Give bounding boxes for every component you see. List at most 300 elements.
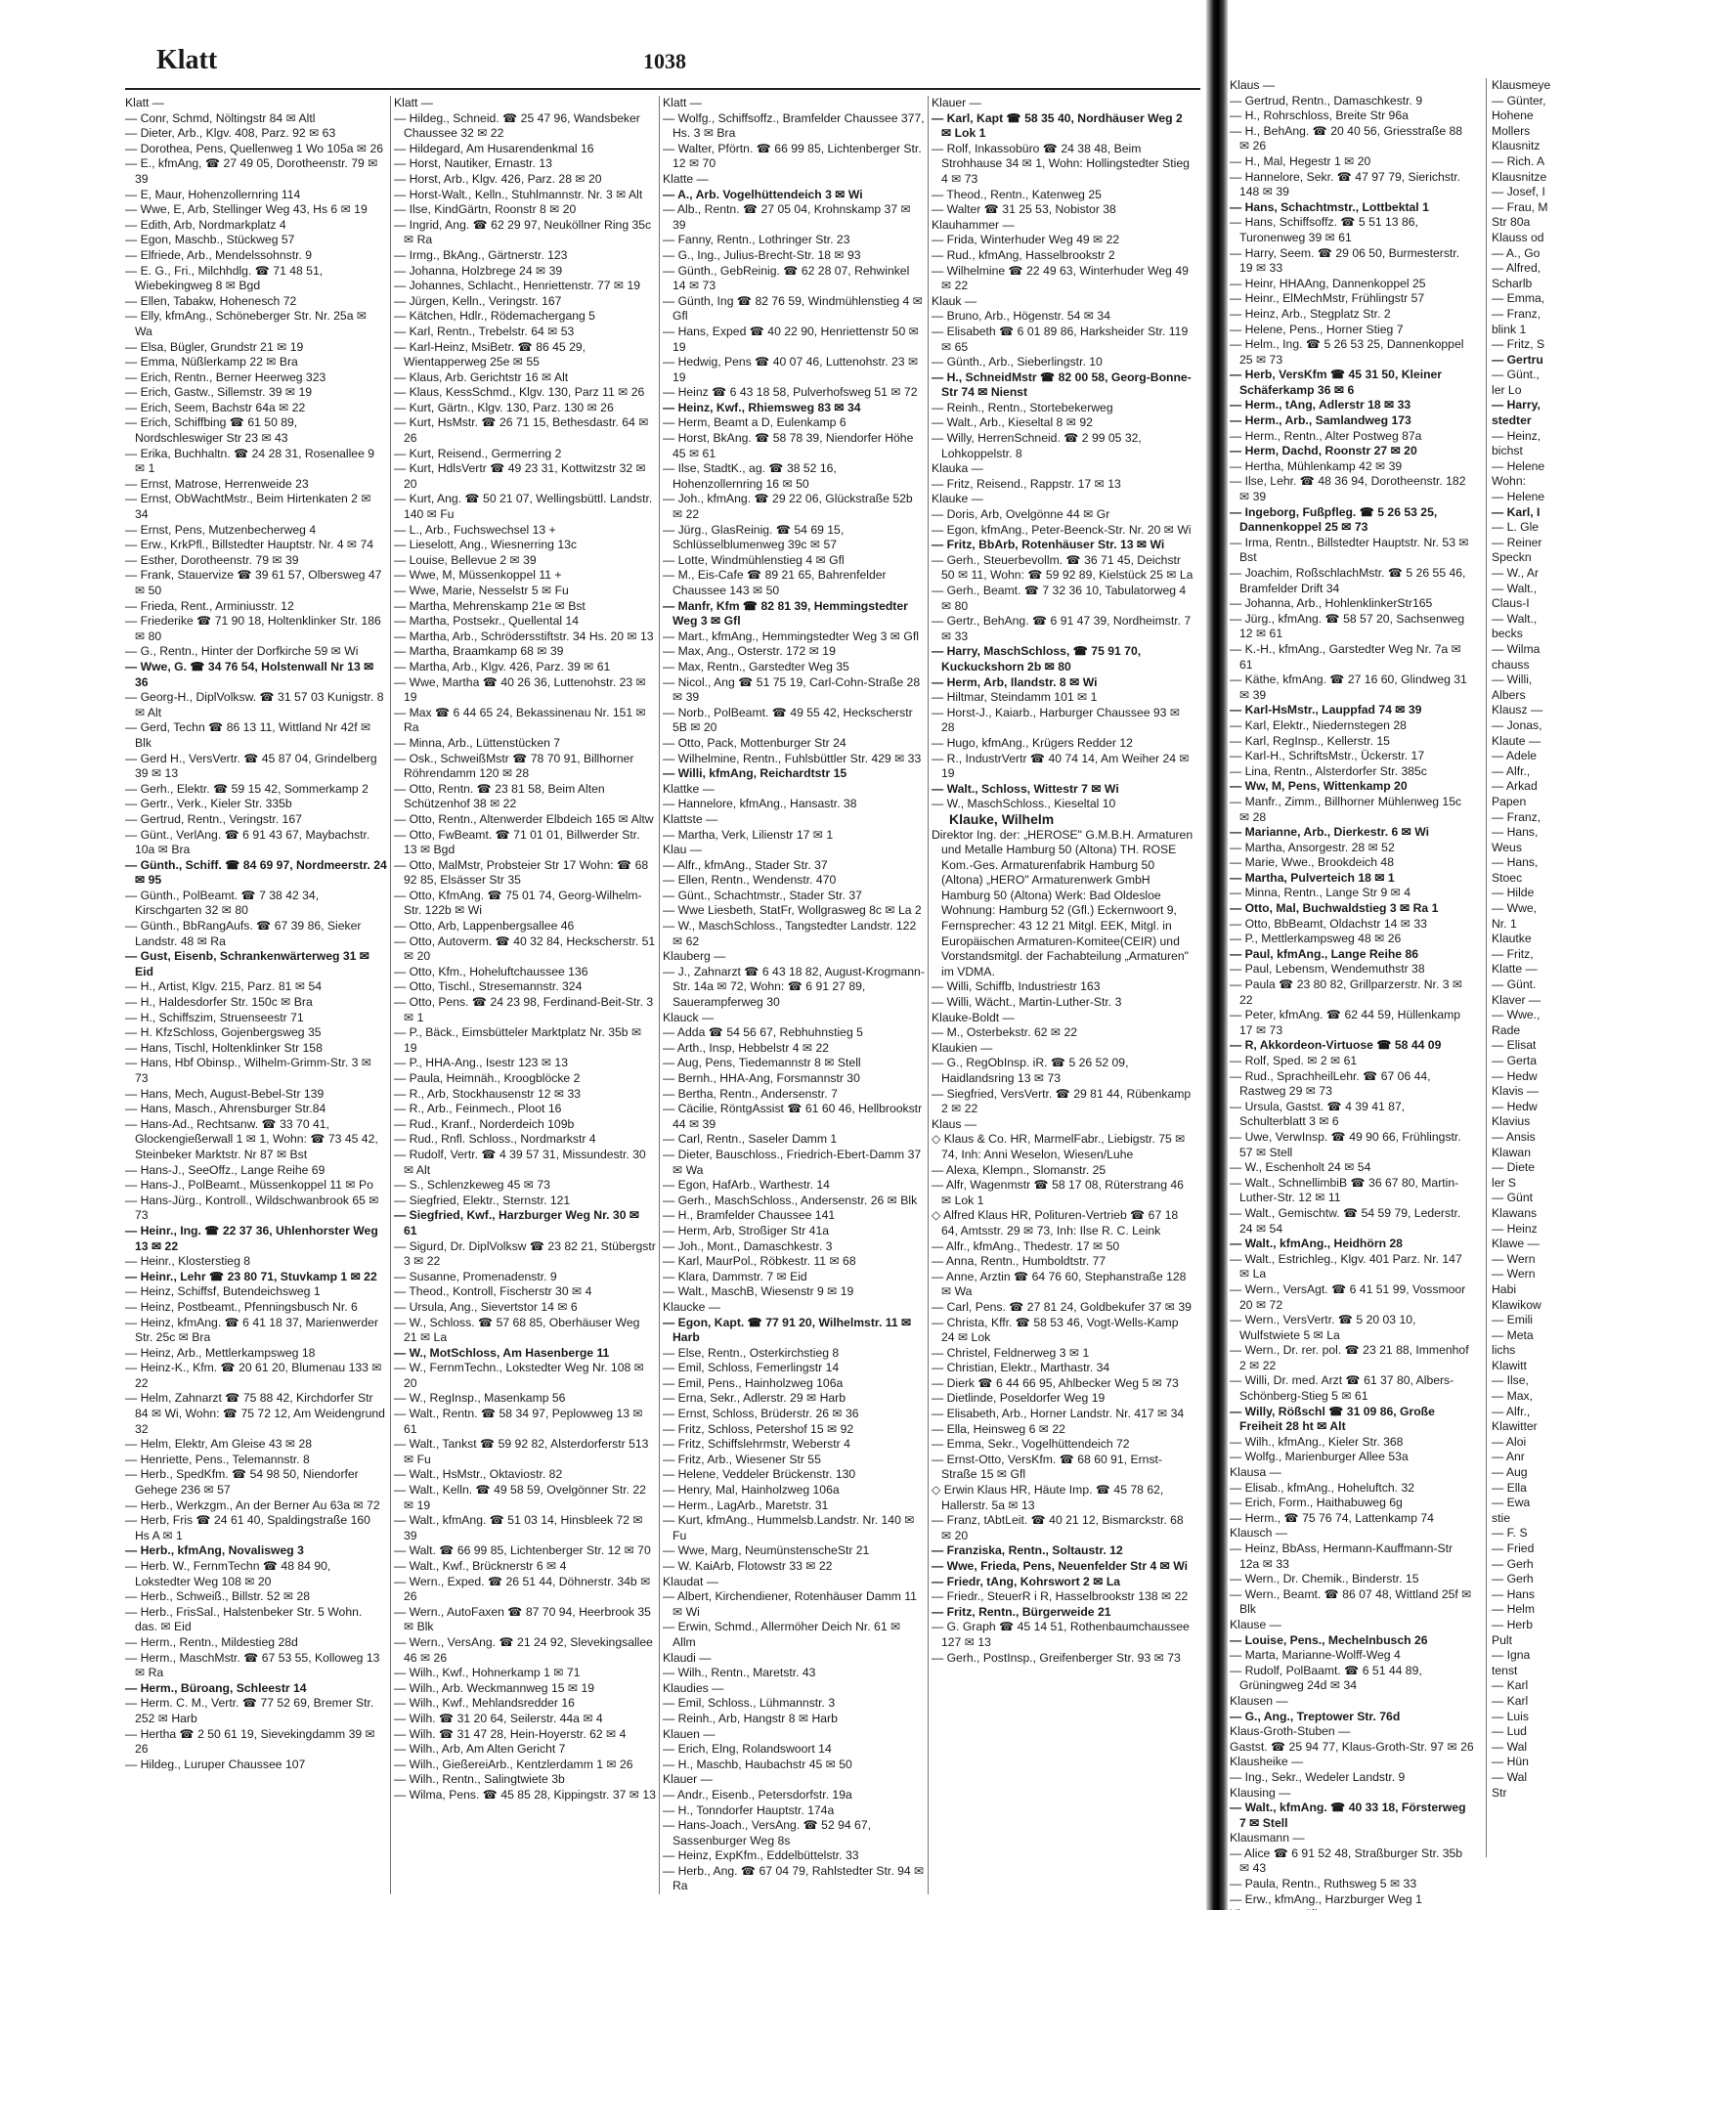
- directory-entry: — Max,: [1492, 1389, 1533, 1404]
- directory-entry: — Heinr, HHAAng, Dannenkoppel 25: [1230, 276, 1426, 290]
- directory-entry: — Ernst, Pens, Mutzenbecherweg 4: [125, 522, 317, 537]
- directory-entry: — Alfr.,: [1492, 1404, 1531, 1418]
- directory-entry: — Herb., Schweiß., Billstr. 52 ✉ 28: [125, 1589, 311, 1604]
- directory-entry: — Walt., Arb., Kieseltal 8 ✉ 92: [932, 415, 1093, 430]
- directory-entry: — Erich, Form., Haithabuweg 6g: [1230, 1496, 1403, 1510]
- directory-entry: — Erich, Rentn., Berner Heerweg 323: [125, 369, 326, 384]
- directory-entry: — Karl, Kapt ☎ 58 35 40, Nordhäuser Weg 2 ✉ Lok 1: [932, 110, 1183, 141]
- directory-entry: — Paula ☎ 23 80 82, Grillparzerstr. Nr. 3 ✉ 22: [1230, 977, 1463, 1007]
- directory-entry: — Helm, Elektr, Am Gleise 43 ✉ 28: [125, 1437, 313, 1452]
- directory-entry: — Otto, FwBeamt. ☎ 71 01 01, Billwerder Str. 13 ✉ Bgd: [394, 827, 640, 857]
- directory-entry: — Reinh., Arb, Hangstr 8 ✉ Harb: [663, 1711, 838, 1725]
- directory-entry: — Adele: [1492, 749, 1538, 763]
- directory-entry: — Dieter, Arb., Klgv. 408, Parz. 92 ✉ 63: [125, 126, 336, 141]
- directory-entry: becks: [1492, 627, 1523, 641]
- directory-entry: — W., Schloss. ☎ 57 68 85, Oberhäuser Weg 21 ✉ La: [394, 1315, 640, 1345]
- directory-entry: — Hans-Ad., Rechtsanw. ☎ 33 70 41, Glockengießerwall 1 ✉ 1, Wohn: ☎ 73 45 42, Steinbeker Marktstr. Nr 87 ✉ Bst: [125, 1116, 378, 1161]
- directory-entry: Klausheike —: [1230, 1755, 1304, 1769]
- directory-entry: Klaudi —: [663, 1650, 712, 1665]
- directory-entry: — Hans-J., SeeOffz., Lange Reihe 69: [125, 1162, 326, 1177]
- directory-entry: — Wilhelmine ☎ 22 49 63, Winterhuder Weg 49 ✉ 22: [932, 263, 1189, 293]
- directory-entry: — Elly, kfmAng., Schöneberger Str. Nr. 25a ✉ Wa: [125, 309, 368, 338]
- directory-entry: — Heinz, BbAss, Hermann-Kauffmann-Str 12a ✉ 33: [1230, 1542, 1454, 1571]
- directory-entry: — Louise, Bellevue 2 ✉ 39: [394, 552, 537, 567]
- directory-entry: — Harry, Seem. ☎ 29 06 50, Burmesterstr. 19 ✉ 33: [1230, 245, 1460, 276]
- directory-entry: — Karl-HsMstr., Lauppfad 74 ✉ 39: [1230, 703, 1422, 717]
- directory-entry: Klawitter: [1492, 1419, 1538, 1434]
- directory-entry: — Bernh., HHA-Ang, Forsmannstr 30: [663, 1071, 860, 1085]
- directory-entry: — Louise, Pens., Mechelnbusch 26: [1230, 1632, 1428, 1647]
- directory-entry: — Ursula, Gastst. ☎ 4 39 41 87, Schulterblatt 3 ✉ 6: [1230, 1099, 1406, 1129]
- directory-entry: — Aug, Pens, Tiedemannstr 8 ✉ Stell: [663, 1056, 861, 1070]
- header-rule: [125, 88, 1200, 90]
- directory-column-3: [663, 96, 925, 1894]
- directory-entry: — Willy, HerrenSchneid. ☎ 2 99 05 32, Lohkoppelstr. 8: [932, 431, 1142, 460]
- directory-entry: — Else, Rentn., Osterkirchstieg 8: [663, 1345, 840, 1360]
- directory-entry: — R., Arb, Stockhausenstr 12 ✉ 33: [394, 1086, 582, 1101]
- book-gutter: [1206, 0, 1228, 1910]
- directory-entry: — A., Go: [1492, 245, 1541, 260]
- directory-entry: — Fanny, Rentn., Lothringer Str. 23: [663, 233, 850, 247]
- directory-entry: — Ernst, Schloss, Brüderstr. 26 ✉ 36: [663, 1407, 859, 1421]
- directory-entry: — Otto, Pack, Mottenburger Str 24: [663, 735, 846, 750]
- directory-entry: — W., MaschSchloss., Kieseltal 10: [932, 797, 1116, 811]
- directory-entry: — Walter ☎ 31 25 53, Nobistor 38: [932, 202, 1116, 217]
- directory-entry: — Johannes, Schlacht., Henriettenstr. 77 ✉ 19: [394, 279, 641, 293]
- directory-entry: — Wilh., kfmAng., Kieler Str. 368: [1230, 1434, 1404, 1449]
- directory-entry: — Kurt, kfmAng., Hummelsb.Landstr. Nr. 140 ✉ Fu: [663, 1513, 915, 1542]
- directory-entry: — Kurt, HsMstr. ☎ 26 71 15, Bethesdastr. 64 ✉ 26: [394, 415, 649, 446]
- directory-entry: — M., Osterbekstr. 62 ✉ 22: [932, 1025, 1078, 1040]
- directory-entry: — Günth., Schiff. ☎ 84 69 97, Nordmeerstr. 24 ✉ 95: [125, 857, 387, 888]
- directory-entry: Str: [1492, 1785, 1507, 1800]
- directory-entry: — Henriette, Pens., Telemannstr. 8: [125, 1452, 310, 1466]
- directory-entry: — G., Rentn., Hinter der Dorfkirche 59 ✉ Wi: [125, 644, 359, 659]
- directory-entry: — Arkad: [1492, 779, 1538, 794]
- directory-entry: — Sigurd, Dr. DiplVolksw ☎ 23 82 21, Stübergstr 3 ✉ 22: [394, 1238, 656, 1269]
- directory-entry: — Reiner: [1492, 535, 1542, 549]
- directory-entry: — Wern., VersAng. ☎ 21 24 92, Slevekingsallee 46 ✉ 26: [394, 1634, 653, 1665]
- directory-entry: — Herm. C. M., Vertr. ☎ 77 52 69, Bremer Str. 252 ✉ Harb: [125, 1696, 374, 1725]
- directory-entry: — Meta: [1492, 1327, 1534, 1342]
- directory-entry: — Hans-Joach., VersAng. ☎ 52 94 67, Sassenburger Weg 8s: [663, 1818, 872, 1847]
- directory-entry: — Walt. ☎ 66 99 85, Lichtenberger Str. 12 ✉ 70: [394, 1543, 651, 1558]
- directory-entry: stedter: [1492, 413, 1532, 428]
- directory-entry: — Aug: [1492, 1465, 1528, 1480]
- directory-entry: — Hildegard, Am Husarendenkmal 16: [394, 141, 594, 155]
- directory-entry: Rade: [1492, 1022, 1521, 1037]
- directory-entry: Klausnitze: [1492, 169, 1547, 184]
- column-divider: [659, 96, 660, 1894]
- directory-entry: — Rich. A: [1492, 153, 1545, 168]
- directory-entry: — Elisabeth, Arb., Horner Landstr. Nr. 417 ✉ 34: [932, 1407, 1185, 1421]
- directory-entry: — Friederike ☎ 71 90 18, Holtenklinker Str. 186 ✉ 80: [125, 614, 381, 643]
- directory-entry: Pult: [1492, 1632, 1513, 1647]
- directory-entry: — Otto, Rentn., Altenwerder Elbdeich 165 ✉ Altw: [394, 811, 654, 826]
- directory-entry: — Helm, Zahnarzt ☎ 75 88 42, Kirchdorfer Str 84 ✉ Wi, Wohn: ☎ 75 72 12, Am Weidengrund 32: [125, 1391, 385, 1436]
- directory-entry: — Herb: [1492, 1617, 1533, 1631]
- directory-entry: — Wwe.,: [1492, 1008, 1541, 1022]
- directory-entry: — G., Ang., Treptower Str. 76d: [1230, 1709, 1401, 1723]
- directory-entry: — Klara, Dammstr. 7 ✉ Eid: [663, 1269, 807, 1283]
- directory-entry: — Alfr., kfmAng., Thedestr. 17 ✉ 50: [932, 1238, 1120, 1253]
- directory-entry: — Lotte, Windmühlenstieg 4 ✉ Gfl: [663, 552, 845, 567]
- directory-entry: — Wern: [1492, 1267, 1536, 1281]
- directory-entry: — Wal: [1492, 1769, 1528, 1784]
- directory-entry: Klause —: [1230, 1617, 1281, 1631]
- directory-entry: — Walt.,: [1492, 581, 1538, 595]
- directory-column-4: [932, 96, 1194, 1666]
- directory-entry: — Martha, Verk, Lilienstr 17 ✉ 1: [663, 827, 834, 842]
- column-divider: [928, 96, 929, 1894]
- directory-entry: — H., Tonndorfer Hauptstr. 174a: [663, 1802, 835, 1817]
- directory-entry: Klauer —: [932, 96, 981, 109]
- directory-entry: — J., Zahnarzt ☎ 6 43 18 82, August-Krogmann-Str. 14a ✉ 72, Wohn: ☎ 6 91 27 89, Sauerampferweg 30: [663, 964, 925, 1010]
- directory-entry: Wohn:: [1492, 474, 1527, 489]
- directory-entry: — Ilse, StadtK., ag. ☎ 38 52 16, Hohenzollernring 16 ✉ 50: [663, 461, 837, 491]
- directory-entry: — Gerh., MaschSchloss., Andersenstr. 26 ✉ Blk: [663, 1193, 918, 1207]
- directory-entry: — Ella: [1492, 1480, 1527, 1495]
- directory-entry: — Herb. W., FernmTechn ☎ 48 84 90, Lokstedter Weg 108 ✉ 20: [125, 1559, 331, 1588]
- directory-entry: — Erw., KrkPfl., Billstedter Hauptstr. Nr. 4 ✉ 74: [125, 538, 374, 552]
- directory-entry: Klauberg —: [663, 949, 726, 964]
- directory-entry: — Günt.: [1492, 977, 1537, 992]
- directory-entry: — Günt.,: [1492, 368, 1540, 382]
- directory-entry: bichst: [1492, 444, 1523, 458]
- directory-entry: — Otto, MalMstr, Probsteier Str 17 Wohn: ☎ 68 92 85, Elsässer Str 35: [394, 857, 649, 888]
- directory-entry: — Fritz, Schiffslehrmstr, Weberstr 4: [663, 1437, 850, 1452]
- directory-entry: — Otto, Autoverm. ☎ 40 32 84, Heckscherstr. 51 ✉ 20: [394, 934, 656, 964]
- directory-entry: — Otto, Kfm., Hoheluftchaussee 136: [394, 964, 588, 978]
- directory-entry: — Günth., BbRangAufs. ☎ 67 39 86, Sieker Landstr. 48 ✉ Ra: [125, 919, 362, 948]
- directory-entry: — Uwe, VerwInsp. ☎ 49 90 66, Frühlingstr. 57 ✉ Stell: [1230, 1129, 1461, 1159]
- directory-entry: Klaute —: [1492, 733, 1541, 748]
- directory-entry: — Gust, Eisenb, Schrankenwärterweg 31 ✉ Eid: [125, 949, 369, 978]
- directory-entry: — Johanna, Holzbrege 24 ✉ 39: [394, 263, 563, 278]
- directory-entry: — Wilh. ☎ 31 20 64, Seilerstr. 44a ✉ 4: [394, 1711, 603, 1725]
- directory-entry: — Wolfg., Marienburger Allee 53a: [1230, 1450, 1409, 1464]
- directory-entry: — Elisabeth ☎ 6 01 89 86, Harksheider Str. 119 ✉ 65: [932, 324, 1189, 354]
- directory-entry: — Emili: [1492, 1313, 1533, 1327]
- directory-entry: — Diete: [1492, 1160, 1536, 1175]
- directory-entry: — Herm., ☎ 75 76 74, Lattenkamp 74: [1230, 1510, 1434, 1525]
- directory-entry: — Paula, Rentn., Ruthsweg 5 ✉ 33: [1230, 1877, 1417, 1891]
- directory-entry: — Heinz ☎ 6 43 18 58, Pulverhofsweg 51 ✉ 72: [663, 385, 918, 400]
- directory-entry: Klauk —: [932, 293, 977, 308]
- directory-entry: — Hiltmar, Steindamm 101 ✉ 1: [932, 690, 1098, 705]
- directory-entry: — Emil, Schloss, Femerlingstr 14: [663, 1361, 840, 1375]
- directory-entry: — Heinz: [1492, 1221, 1538, 1236]
- directory-entry: ◇ Erwin Klaus HR, Häute Imp. ☎ 45 78 62, Hallerstr. 5a ✉ 13: [932, 1483, 1164, 1512]
- directory-entry: Klawitt: [1492, 1358, 1527, 1372]
- directory-entry: — Anne, Arztin ☎ 64 76 60, Stephanstraße 128 ✉ Wa: [932, 1269, 1187, 1299]
- directory-entry: — Doris, Arb, Ovelgönne 44 ✉ Gr: [932, 507, 1110, 522]
- column-divider: [1486, 78, 1487, 1857]
- directory-entry: — Otto, Pens. ☎ 24 23 98, Ferdinand-Beit-Str. 3 ✉ 1: [394, 995, 654, 1024]
- directory-entry: — Arth., Insp, Hebbelstr 4 ✉ 22: [663, 1040, 830, 1055]
- directory-entry: Klauke —: [932, 492, 983, 506]
- directory-entry: — Otto, BbBeamt, Oldachstr 14 ✉ 33: [1230, 916, 1427, 931]
- directory-entry: Klawe —: [1492, 1237, 1540, 1251]
- directory-entry: — E. G., Fri., Milchhdlg. ☎ 71 48 51, Wiebekingweg 8 ✉ Bgd: [125, 263, 324, 293]
- directory-entry: — Wilh., Rentn., Maretstr. 43: [663, 1666, 816, 1680]
- directory-entry: — Walt., HsMstr., Oktaviostr. 82: [394, 1467, 563, 1482]
- directory-column-1: [125, 96, 387, 1772]
- column-divider: [390, 96, 391, 1894]
- directory-entry: — Max, Rentn., Garstedter Weg 35: [663, 659, 849, 673]
- directory-entry: — Alice ☎ 6 91 52 48, Straßburger Str. 35b ✉ 43: [1230, 1846, 1463, 1876]
- directory-entry: Habi: [1492, 1281, 1517, 1296]
- directory-entry: — Willi, kfmAng, Reichardtstr 15: [663, 766, 847, 781]
- directory-entry: Klaus-Groth-Stuben —: [1230, 1724, 1351, 1739]
- running-head-name: Klatt: [156, 45, 218, 75]
- directory-entry: — Wwe, Marie, Nesselstr 5 ✉ Fu: [394, 584, 569, 597]
- directory-entry: — Heinr., ElMechMstr, Frühlingstr 57: [1230, 291, 1425, 306]
- directory-entry: — W. KaiArb, Flotowstr 33 ✉ 22: [663, 1559, 833, 1573]
- directory-entry: — Wilh., Arb. Weckmannweg 15 ✉ 19: [394, 1680, 595, 1695]
- directory-entry: — R., Arb., Feinmech., Ploot 16: [394, 1102, 562, 1116]
- directory-entry: — Igna: [1492, 1648, 1531, 1663]
- directory-entry: — Martha, Mehrenskamp 21e ✉ Bst: [394, 598, 586, 613]
- directory-entry: Klaudies —: [663, 1680, 724, 1695]
- directory-entry: — Hedw: [1492, 1068, 1538, 1083]
- directory-entry: — Aloi: [1492, 1434, 1527, 1449]
- directory-entry: Klausen —: [1230, 1693, 1288, 1708]
- directory-entry: — Alfr., kfmAng., Stader Str. 37: [663, 857, 828, 872]
- directory-entry: — Frank, Stauervize ☎ 39 61 57, Olbersweg 47 ✉ 50: [125, 568, 382, 597]
- directory-entry: Klaus —: [932, 1116, 977, 1131]
- directory-entry: — Helene, Veddeler Brückenstr. 130: [663, 1467, 856, 1482]
- directory-entry: — Günt: [1492, 1191, 1533, 1205]
- directory-entry: Klausz —: [1492, 703, 1543, 717]
- directory-entry: Klaver —: [1492, 992, 1541, 1007]
- directory-entry: — Herm, Beamt a D, Eulenkamp 6: [663, 415, 846, 430]
- directory-entry: — Otto, Rentn. ☎ 23 81 58, Beim Alten Schützenhof 38 ✉ 22: [394, 781, 605, 811]
- directory-entry: — Karl-Heinz, MsiBetr. ☎ 86 45 29, Wientapperweg 25e ✉ 55: [394, 339, 586, 369]
- directory-entry: — Friedr, tAng, Kohrswort 2 ✉ La: [932, 1574, 1121, 1588]
- directory-entry: — Wwe, Martha ☎ 40 26 36, Luttenohstr. 23 ✉ 19: [394, 674, 646, 705]
- directory-entry: — Martha, Pulverteich 18 ✉ 1: [1230, 870, 1395, 885]
- directory-entry: — Minna, Rentn., Lange Str 9 ✉ 4: [1230, 886, 1410, 900]
- directory-entry: — Jonas,: [1492, 717, 1542, 732]
- directory-entry: — Günth, Ing ☎ 82 76 59, Windmühlenstieg 4 ✉ Gfl: [663, 293, 923, 324]
- directory-entry: — Hans, Tischl, Holtenklinker Str 158: [125, 1040, 323, 1055]
- directory-entry: Klauen —: [663, 1726, 716, 1741]
- directory-entry: — Heinz, Schiffsf, Butendeichsweg 1: [125, 1284, 321, 1299]
- directory-entry: — Ingrid, Ang. ☎ 62 29 97, Neuköllner Ring 35c ✉ Ra: [394, 217, 652, 247]
- directory-entry: — Walter, Pförtn. ☎ 66 99 85, Lichtenberger Str. 12 ✉ 70: [663, 141, 922, 171]
- directory-entry: Klausch —: [1230, 1526, 1287, 1541]
- directory-entry: — Harry,: [1492, 398, 1541, 413]
- directory-entry: Weus: [1492, 840, 1522, 854]
- directory-entry: — H., BehAng. ☎ 20 40 56, Griesstraße 88 ✉ 26: [1230, 123, 1463, 153]
- directory-entry: — L. Gle: [1492, 520, 1540, 535]
- directory-entry: — Helm: [1492, 1602, 1536, 1617]
- directory-entry: — Wilh., Arb, Am Alten Gericht 7: [394, 1742, 566, 1757]
- directory-entry: ler S: [1492, 1175, 1517, 1190]
- directory-entry: — Irmg., BkAng., Gärtnerstr. 123: [394, 247, 568, 262]
- directory-entry: — Siegfried, Kwf., Harzburger Weg Nr. 30 ✉ 61: [394, 1208, 640, 1238]
- directory-entry: — Christian, Elektr., Marthastr. 34: [932, 1361, 1110, 1375]
- directory-entry: — Herb., Ang. ☎ 67 04 79, Rahlstedter Str. 94 ✉ Ra: [663, 1863, 925, 1893]
- directory-entry: — Erich, Schiffbing ☎ 61 50 89, Nordschleswiger Str 23 ✉ 43: [125, 415, 298, 446]
- directory-entry: — Jürg., GlasReinig. ☎ 54 69 15, Schlüsselblumenweg 39c ✉ 57: [663, 522, 845, 552]
- directory-entry: — Herm, Arb, Ilandstr. 8 ✉ Wi: [932, 674, 1098, 689]
- directory-entry: — Emma,: [1492, 291, 1545, 306]
- directory-entry: — Karl: [1492, 1693, 1529, 1708]
- directory-entry: — Marianne, Arb., Dierkestr. 6 ✉ Wi: [1230, 825, 1430, 840]
- directory-entry: — Hün: [1492, 1755, 1529, 1769]
- directory-entry: — Wal: [1492, 1739, 1528, 1754]
- right-page-partial: [1230, 78, 1564, 1906]
- directory-entry: — Hedwig, Pens ☎ 40 07 46, Luttenohstr. 23 ✉ 19: [663, 355, 919, 384]
- directory-entry: — Ellen, Rentn., Wendenstr. 470: [663, 873, 837, 888]
- directory-entry: Klavius: [1492, 1114, 1531, 1129]
- directory-entry: — Hedw: [1492, 1099, 1538, 1113]
- directory-entry: — Wern., VersVertr. ☎ 5 20 03 10, Wulfstwiete 5 ✉ La: [1230, 1313, 1416, 1342]
- directory-entry: — Adda ☎ 54 56 67, Rebhuhnstieg 5: [663, 1025, 863, 1040]
- directory-entry: — Gertrud, Rentn., Veringstr. 167: [125, 811, 302, 826]
- directory-entry: — L., Arb., Fuchswechsel 13 +: [394, 522, 556, 537]
- directory-entry: Klauka —: [932, 461, 983, 476]
- directory-entry: — Dietlinde, Poseldorfer Weg 19: [932, 1391, 1106, 1406]
- directory-entry: — Gerh., Steuerbevollm. ☎ 36 71 45, Deichstr 50 ✉ 11, Wohn: ☎ 59 92 89, Kielstück 25 ✉ La: [932, 552, 1194, 583]
- directory-entry: — Herm., tAng, Adlerstr 18 ✉ 33: [1230, 398, 1411, 413]
- directory-entry: — Wwe, E, Arb, Stellinger Weg 43, Hs 6 ✉ 19: [125, 202, 368, 217]
- directory-entry: — Erich, Seem, Bachstr 64a ✉ 22: [125, 400, 306, 414]
- directory-entry: — Kurt, Ang. ☎ 50 21 07, Wellingsbüttl. Landstr. 140 ✉ Fu: [394, 492, 653, 522]
- directory-entry: Klausing —: [1230, 1785, 1291, 1800]
- directory-entry: — Otto, Tischl., Stresemannstr. 324: [394, 979, 583, 994]
- directory-entry: — W., Eschenholt 24 ✉ 54: [1230, 1160, 1371, 1175]
- directory-entry: — Günth., PolBeamt. ☎ 7 38 42 34, Kirschgarten 32 ✉ 80: [125, 888, 320, 918]
- directory-entry: — Hertha ☎ 2 50 61 19, Sievekingdamm 39 ✉ 26: [125, 1726, 375, 1757]
- directory-entry: Klawans: [1492, 1205, 1538, 1220]
- directory-entry: — Dieter, Bauschloss., Friedrich-Ebert-Damm 37 ✉ Wa: [663, 1147, 922, 1177]
- directory-entry: — Alb., Rentn. ☎ 27 05 04, Krohnskamp 37 ✉ 39: [663, 202, 911, 232]
- directory-entry: — Hannelore, kfmAng., Hansastr. 38: [663, 797, 857, 811]
- directory-entry: — Heinz, kfmAng. ☎ 6 41 18 37, Marienwerder Str. 25c ✉ Bra: [125, 1315, 379, 1345]
- directory-entry: — Günt., Schachtmstr., Stader Str. 37: [663, 888, 862, 902]
- directory-entry: Klatt —: [125, 96, 164, 109]
- directory-entry: — Rud., SprachheilLehr. ☎ 67 06 44, Rastweg 29 ✉ 73: [1230, 1068, 1431, 1099]
- directory-entry: — Ellen, Tabakw, Hohenesch 72: [125, 293, 297, 308]
- directory-entry: — Friedr., SteuerR i R, Hasselbrookstr 138 ✉ 22: [932, 1589, 1189, 1604]
- directory-entry: — Hugo, kfmAng., Krügers Redder 12: [932, 735, 1133, 750]
- directory-entry: — Martha, Arb., Schrödersstiftstr. 34 Hs. 20 ✉ 13: [394, 629, 654, 643]
- directory-entry: — Hans,: [1492, 825, 1539, 840]
- directory-entry: — Herb., SpedKfm. ☎ 54 98 50, Niendorfer Gehege 236 ✉ 57: [125, 1467, 359, 1498]
- directory-entry: — Martha, Postsekr., Quellental 14: [394, 614, 579, 629]
- directory-entry: — Gertr., Verk., Kieler Str. 335b: [125, 797, 292, 811]
- directory-entry: — Horst, Arb., Klgv. 426, Parz. 28 ✉ 20: [394, 171, 602, 186]
- directory-entry: — Frida, Winterhuder Weg 49 ✉ 22: [932, 233, 1120, 247]
- directory-entry: — Wern: [1492, 1251, 1536, 1266]
- directory-entry: — Martha, Ansorgestr. 28 ✉ 52: [1230, 840, 1395, 854]
- directory-entry: Klatt —: [394, 96, 433, 109]
- directory-entry: — Günth., GebReinig. ☎ 62 28 07, Rehwinkel 14 ✉ 73: [663, 263, 910, 293]
- directory-entry: — Martha, Braamkamp 68 ✉ 39: [394, 644, 564, 659]
- directory-entry: — Alfred,: [1492, 261, 1541, 276]
- directory-entry: — Rolf, Inkassobüro ☎ 24 38 48, Beim Strohhause 34 ✉ 1, Wohn: Hollingstedter Stieg 4 ✉ 73: [932, 141, 1190, 186]
- directory-entry: — Klaus, Arb. Gerichtstr 16 ✉ Alt: [394, 369, 569, 384]
- directory-entry: — H., Rohrschloss, Breite Str 96a: [1230, 109, 1409, 123]
- directory-entry: — Günter,: [1492, 93, 1546, 108]
- directory-entry: Klatt —: [663, 96, 702, 109]
- directory-entry: — Franz, tAbtLeit. ☎ 40 21 12, Bismarckstr. 68 ✉ 20: [932, 1513, 1184, 1542]
- directory-entry: — Christa, Kffr. ☎ 58 53 46, Vogt-Wells-Kamp 24 ✉ Lok: [932, 1315, 1179, 1345]
- directory-entry: Klaukien —: [932, 1040, 993, 1055]
- directory-entry: — Conr, Schmd, Nöltingstr 84 ✉ Altl: [125, 110, 316, 125]
- directory-entry: — E, Maur, Hohenzollernring 114: [125, 187, 301, 201]
- directory-entry: — Siegfried, VersVertr. ☎ 29 81 44, Rübenkamp 2 ✉ 22: [932, 1086, 1192, 1116]
- directory-entry: — Herb, VersKfm ☎ 45 31 50, Kleiner Schäferkamp 36 ✉ 6: [1230, 368, 1443, 397]
- directory-entry: — Ernst-Otto, VersKfm. ☎ 68 60 91, Ernst-Straße 15 ✉ Gfl: [932, 1452, 1162, 1482]
- directory-entry: — Karl, Elektr., Niedernstegen 28: [1230, 717, 1407, 732]
- directory-entry: — Herm., Arb., Samlandweg 173: [1230, 413, 1411, 428]
- directory-entry: chauss: [1492, 657, 1530, 672]
- directory-entry: — Minna, Arb., Lüttenstücken 7: [394, 735, 561, 750]
- directory-entry: — Henry, Mal, Hainholzweg 106a: [663, 1483, 840, 1498]
- directory-entry: — Günth., Arb., Sieberlingstr. 10: [932, 355, 1103, 369]
- directory-entry: — Gertr., BehAng. ☎ 6 91 47 39, Nordheimstr. 7 ✉ 33: [932, 614, 1192, 643]
- directory-entry: Klauer —: [663, 1772, 713, 1787]
- directory-entry: — Nicol., Ang ☎ 51 75 19, Carl-Cohn-Straße 28 ✉ 39: [663, 674, 921, 705]
- directory-entry: — Wwe, Marg, NeumünstenscheStr 21: [663, 1543, 870, 1558]
- directory-entry: — Fritz, Reisend., Rappstr. 17 ✉ 13: [932, 476, 1121, 491]
- directory-entry: — Kätchen, Hdlr., Rödemachergang 5: [394, 309, 595, 324]
- directory-entry: Direktor Ing. der: „HEROSE" G.M.B.H. Armaturen und Metalle Hamburg 50 (Altona) TH. ROSE Kom.-Ges. Armaturenfabrik Hamburg 50 (Altona) „HERO" Armaturenwerk GmbH Hamburg 50 (Altona) Werk: Bad Oldesloe Wohnung: Hamburg 52 (Gfl.) Eckernwoort 9, Fernsprecher: 43 12 21 Mitgl. EEK, Mitgl. in Europäischen Armaturen-Komitee(CEIR) und Vorstandsmitgl. der Fachabteilung „Armaturen" im VDMA.: [932, 827, 1194, 978]
- left-page: [125, 39, 1200, 1896]
- directory-entry: — G., RegObInsp. iR. ☎ 5 26 52 09, Haidlandsring 13 ✉ 73: [932, 1056, 1129, 1085]
- directory-entry: — Alfr, Wagenmstr ☎ 58 17 08, Rüterstrang 46 ✉ Lok 1: [932, 1178, 1184, 1207]
- directory-entry: — Kurt, Reisend., Germerring 2: [394, 446, 562, 460]
- directory-entry: — Herm., Rentn., Mildestieg 28d: [125, 1634, 298, 1649]
- right-directory-column-2: [1492, 78, 1736, 1801]
- directory-entry: — Gertru: [1492, 352, 1543, 367]
- directory-entry: — Willi, Dr. med. Arzt ☎ 61 37 80, Albers-Schönberg-Stieg 5 ✉ 61: [1230, 1373, 1454, 1404]
- directory-entry: — Frau, M: [1492, 199, 1548, 214]
- directory-entry: — Ww, M, Pens, Wittenkamp 20: [1230, 779, 1408, 794]
- directory-entry: — Emma, Nüßlerkamp 22 ✉ Bra: [125, 355, 298, 369]
- directory-entry: — Hans, Schiffsoffz. ☎ 5 51 13 86, Turonenweg 39 ✉ 61: [1230, 215, 1418, 244]
- directory-entry: Klauhammer —: [932, 217, 1015, 232]
- directory-entry: Klautke: [1492, 932, 1532, 946]
- directory-entry: — H., Haldesdorfer Str. 150c ✉ Bra: [125, 995, 313, 1010]
- directory-entry: — M., Eis-Cafe ☎ 89 21 65, Bahrenfelder Chaussee 143 ✉ 50: [663, 568, 887, 597]
- directory-entry: Klauss od: [1492, 230, 1544, 244]
- directory-entry: — Helm., Ing. ☎ 5 26 53 25, Dannenkoppel 25 ✉ 73: [1230, 337, 1464, 367]
- page-number: 1038: [643, 49, 686, 73]
- directory-entry: — Gertrud, Rentn., Damaschkestr. 9: [1230, 93, 1423, 108]
- directory-entry: — Walt.,: [1492, 611, 1538, 626]
- directory-entry: ◇ Klaus & Co. HR, MarmelFabr., Liebigstr. 75 ✉ 74, Inh: Anni Weselon, Wiesen/Luhe: [932, 1132, 1186, 1161]
- directory-entry: — G., Ing., Julius-Brecht-Str. 18 ✉ 93: [663, 247, 861, 262]
- directory-entry: — Edith, Arb, Nordmarkplatz 4: [125, 217, 286, 232]
- directory-entry: Klawikow: [1492, 1297, 1541, 1312]
- directory-entry: — Franz,: [1492, 809, 1541, 824]
- directory-entry: — Heinr., Ing. ☎ 22 37 36, Uhlenhorster Weg 13 ✉ 22: [125, 1223, 378, 1253]
- directory-entry: ◇ Alfred Klaus HR, Polituren-Vertrieb ☎ 67 18 64, Amtsstr. 29 ✉ 73, Inh: Ilse R. C. Leink: [932, 1208, 1179, 1238]
- directory-entry: — Fritz, S: [1492, 337, 1545, 352]
- directory-entry: — Esther, Dorotheenstr. 79 ✉ 39: [125, 552, 299, 567]
- directory-entry: — Rudolf, PolBaamt. ☎ 6 51 44 89, Grüningweg 24d ✉ 34: [1230, 1663, 1422, 1693]
- directory-entry: — Walt., Gemischtw. ☎ 54 59 79, Lederstr. 24 ✉ 54: [1230, 1205, 1461, 1236]
- directory-entry: — Wolfg., Schiffsoffz., Bramfelder Chaussee 377, Hs. 3 ✉ Bra: [663, 110, 925, 141]
- directory-entry: — Wwe, G. ☎ 34 76 54, Holstenwall Nr 13 ✉ 36: [125, 659, 374, 689]
- directory-entry: — R., IndustrVertr ☎ 40 74 14, Am Weiher 24 ✉ 19: [932, 751, 1190, 781]
- directory-entry: — Egon, kfmAng., Peter-Beenck-Str. Nr. 20 ✉ Wi: [932, 522, 1192, 537]
